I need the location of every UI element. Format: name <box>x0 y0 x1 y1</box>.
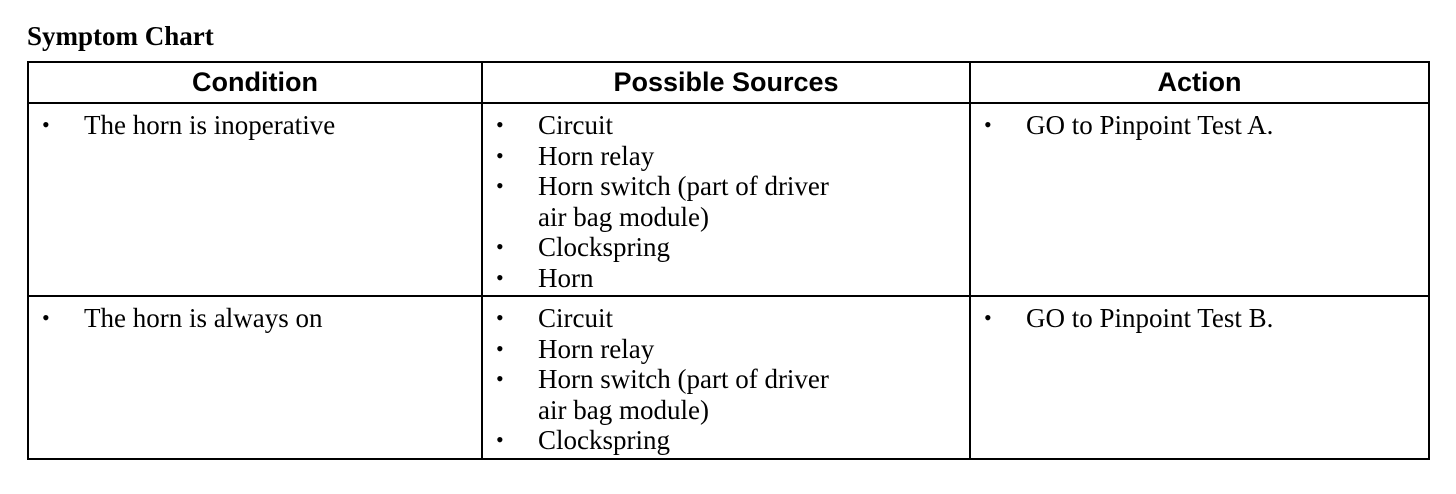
list-item <box>971 110 1428 141</box>
bullet-icon: • <box>984 305 992 330</box>
bullet-icon: • <box>496 264 504 290</box>
condition-cell <box>28 103 482 296</box>
header-condition: Condition <box>28 62 482 103</box>
header-possible-sources: Possible Sources <box>482 62 970 103</box>
bullet-icon: • <box>496 112 504 137</box>
bullet-icon: • <box>496 173 504 198</box>
list-item <box>483 364 969 425</box>
list-item <box>483 141 969 172</box>
list-item <box>483 263 969 294</box>
table-row <box>28 296 1429 459</box>
header-action: Action <box>970 62 1429 103</box>
action-text: GO to Pinpoint Test A. <box>1026 110 1274 140</box>
condition-cell <box>28 296 482 459</box>
list-item <box>971 303 1428 334</box>
source-text: Clockspring <box>538 232 670 262</box>
list-item <box>483 232 969 263</box>
list-item <box>483 425 969 456</box>
source-text: Circuit <box>538 303 613 333</box>
bullet-icon: • <box>496 234 504 259</box>
bullet-icon: • <box>496 305 504 330</box>
list-item <box>483 334 969 365</box>
list-item <box>29 303 481 334</box>
source-text: Horn relay <box>538 140 655 171</box>
action-cell <box>970 296 1429 459</box>
source-text-continued: air bag module) <box>538 201 709 232</box>
list-item <box>29 110 481 141</box>
bullet-icon: • <box>496 427 504 452</box>
source-text: Clockspring <box>538 425 670 455</box>
source-text: Horn <box>538 262 594 293</box>
action-text: GO to Pinpoint Test B. <box>1026 303 1274 333</box>
bullet-icon: • <box>984 112 992 137</box>
header-row <box>28 62 1429 103</box>
bullet-icon: • <box>496 335 504 361</box>
sources-cell <box>482 103 970 296</box>
list-item <box>483 171 969 232</box>
condition-text: The horn is inoperative <box>84 110 336 140</box>
table-row <box>28 103 1429 296</box>
sources-cell <box>482 296 970 459</box>
bullet-icon: • <box>42 112 50 137</box>
action-cell <box>970 103 1429 296</box>
symptom-chart-table <box>27 61 1430 460</box>
source-text: Horn relay <box>538 333 655 364</box>
chart-title: Symptom Chart <box>27 21 214 51</box>
bullet-icon: • <box>496 142 504 168</box>
source-text: Circuit <box>538 110 613 140</box>
list-item <box>483 303 969 334</box>
source-text: Horn switch (part of driver <box>538 364 829 394</box>
bullet-icon: • <box>42 305 50 330</box>
condition-text: The horn is always on <box>84 303 323 333</box>
list-item <box>483 110 969 141</box>
bullet-icon: • <box>496 366 504 391</box>
source-text-continued: air bag module) <box>538 394 709 425</box>
source-text: Horn switch (part of driver <box>538 171 829 201</box>
